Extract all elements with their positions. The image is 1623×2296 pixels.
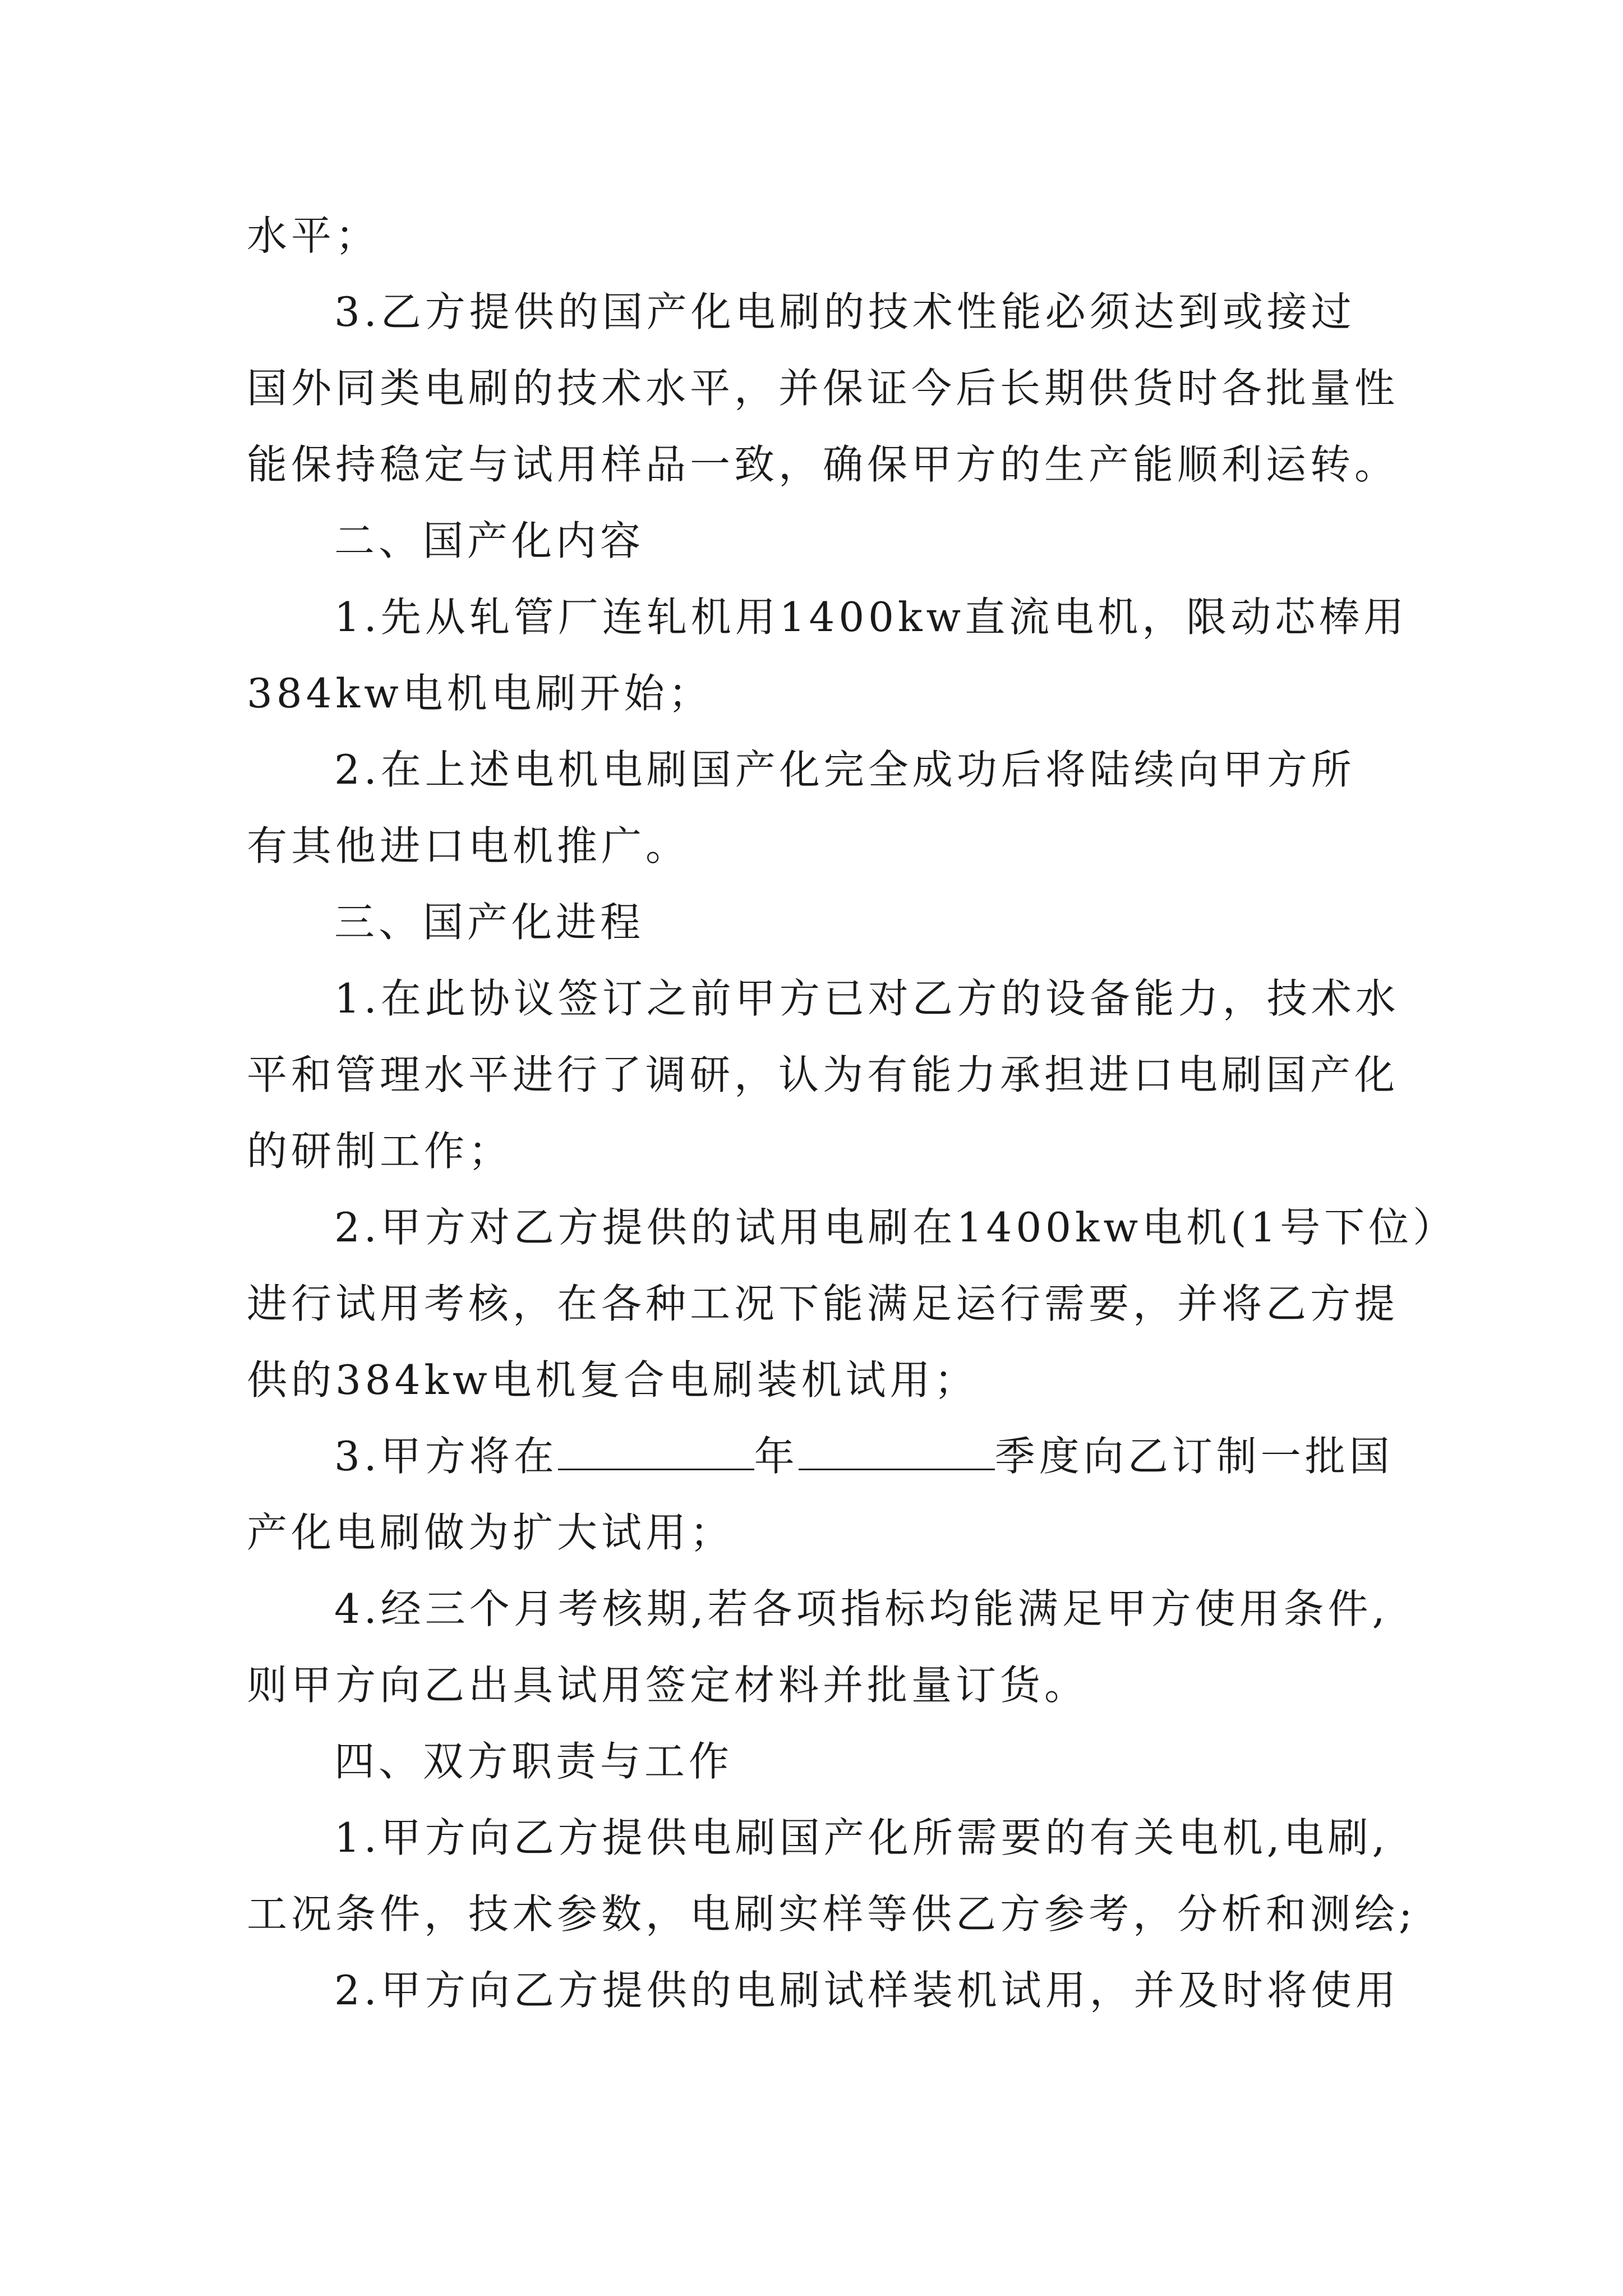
document-body <box>247 197 1458 2028</box>
paragraph-line: 工况条件，技术参数，电刷实样等供乙方参考，分析和测绘; <box>247 1890 1417 1938</box>
paragraph-line: 2.在上述电机电刷国产化完全成功后将陆续向甲方所 <box>334 746 1355 793</box>
paragraph-line: 有其他进口电机推广。 <box>247 822 690 869</box>
paragraph-line: 则甲方向乙出具试用签定材料并批量订货。 <box>247 1662 1089 1709</box>
paragraph-line: 2.甲方向乙方提供的电刷试样装机试用，并及时将使用 <box>334 1967 1400 2014</box>
paragraph-line: 1.先从轧管厂连轧机用1400kw直流电机，限动芯棒用 <box>334 593 1408 641</box>
paragraph-line: 水平； <box>247 212 380 259</box>
paragraph-line: 1.在此协议签订之前甲方已对乙方的设备能力，技术水 <box>334 975 1400 1022</box>
quarter-blank-field[interactable] <box>799 1428 995 1470</box>
paragraph-line: 平和管理水平进行了调研，认为有能力承担进口电刷国产化 <box>247 1051 1399 1098</box>
paragraph-line: 1.甲方向乙方提供电刷国产化所需要的有关电机,电刷, <box>334 1814 1389 1861</box>
paragraph-line: 3.乙方提供的国产化电刷的技术性能必须达到或接过 <box>334 288 1355 335</box>
paragraph-line: 384kw电机电刷开始； <box>247 670 713 717</box>
paragraph-line: 供的384kw电机复合电刷装机试用； <box>247 1356 979 1404</box>
section-heading: 二、国产化内容 <box>334 517 645 564</box>
line-text-part: 季度向乙订制一批国 <box>994 1433 1394 1480</box>
paragraph-line-with-blanks <box>247 1418 1394 1494</box>
line-text-part: 3.甲方将在 <box>334 1433 558 1480</box>
paragraph-line: 4.经三个月考核期,若各项指标均能满足甲方使用条件, <box>334 1585 1389 1632</box>
paragraph-line: 的研制工作； <box>247 1128 513 1175</box>
paragraph-line: 进行试用考核，在各种工况下能满足运行需要，并将乙方提 <box>247 1280 1399 1327</box>
paragraph-line: 产化电刷做为扩大试用； <box>247 1509 735 1556</box>
year-blank-field[interactable] <box>558 1428 754 1470</box>
paragraph-line: 2.甲方对乙方提供的试用电刷在1400kw电机(1号下位） <box>334 1204 1458 1251</box>
section-heading: 三、国产化进程 <box>334 899 645 946</box>
paragraph-line: 国外同类电刷的技术水平，并保证今后长期供货时各批量性 <box>247 365 1399 412</box>
line-text-part: 年 <box>754 1433 799 1480</box>
paragraph-line: 能保持稳定与试用样品一致，确保甲方的生产能顺利运转。 <box>247 441 1399 488</box>
section-heading: 四、双方职责与工作 <box>334 1738 734 1785</box>
